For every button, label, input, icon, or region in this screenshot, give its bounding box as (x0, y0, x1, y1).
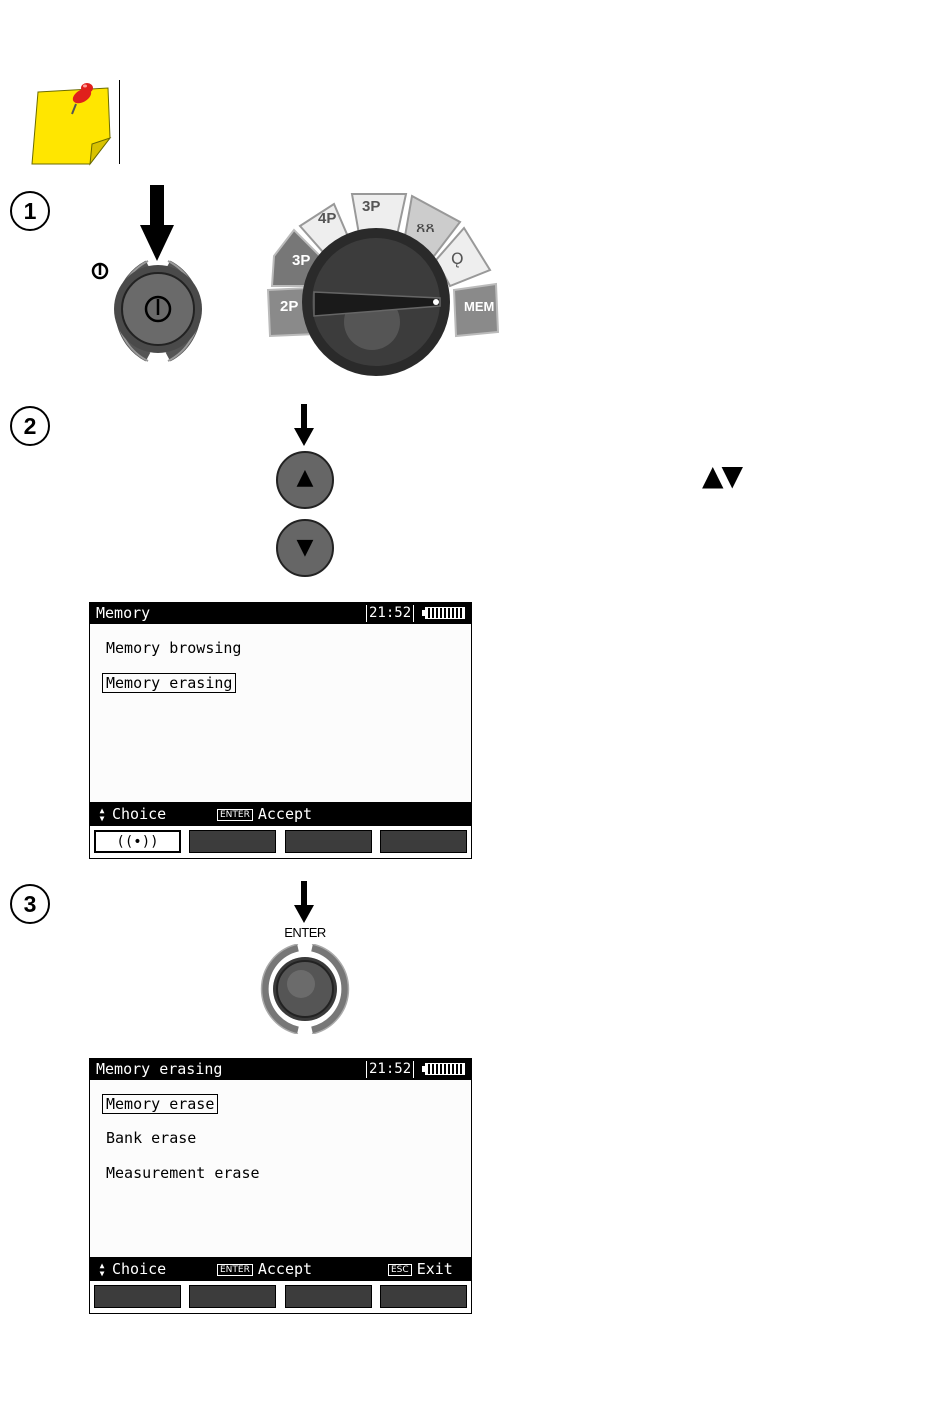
battery-icon (425, 607, 465, 619)
softkey-3[interactable] (285, 1285, 372, 1308)
footer-accept: Accept (257, 1260, 313, 1278)
softkey-1-wireless[interactable] (94, 830, 181, 853)
softkey-2[interactable] (189, 1285, 276, 1308)
battery-icon (425, 1063, 465, 1075)
note-icon (30, 80, 114, 166)
down-key[interactable] (275, 518, 335, 578)
softkey-row (90, 826, 471, 858)
updown-icon: ▲ ▼ (99, 805, 105, 823)
step-1-marker (10, 191, 50, 231)
dial-label-4p: 4P (318, 210, 337, 227)
dial-label-3p-clamp: 3P (362, 198, 381, 215)
lcd-footer (90, 1257, 471, 1282)
footer-accept: Accept (257, 805, 313, 823)
power-button[interactable] (82, 185, 222, 365)
menu-item-bank-erase[interactable]: Bank erase (106, 1129, 197, 1147)
step-2-number: 2 (23, 412, 37, 439)
svg-text:ጸጸ: ጸጸ (416, 217, 435, 236)
updown-icon: ▲ ▼ (99, 1260, 105, 1278)
softkey-4[interactable] (380, 1285, 467, 1308)
menu-item-memory-erasing[interactable]: Memory erasing (102, 673, 236, 693)
svg-text:MEM: MEM (464, 299, 495, 314)
lcd-clock: 21:52 (366, 605, 414, 622)
softkey-4[interactable] (380, 830, 467, 853)
step-3-down-arrow (294, 881, 314, 923)
lcd-screen-memory (89, 602, 472, 859)
lcd-clock: 21:52 (366, 1061, 414, 1078)
up-key[interactable] (275, 450, 335, 510)
softkey-2[interactable] (189, 830, 276, 853)
footer-choice: Choice (112, 1260, 167, 1278)
down-key-glyph: ▼ (296, 535, 314, 560)
lcd-footer (90, 802, 471, 827)
menu-item-measurement-erase[interactable]: Measurement erase (106, 1164, 260, 1182)
esc-key-icon: ESC (388, 1264, 412, 1276)
menu-item-memory-browsing[interactable]: Memory browsing (106, 639, 242, 657)
menu-item-memory-erase[interactable]: Memory erase (102, 1094, 218, 1114)
dial-label-2p: 2P (280, 298, 299, 315)
enter-key-icon: ENTER (217, 1264, 253, 1276)
step-3-number: 3 (23, 890, 37, 917)
wireless-icon: ((•)) (116, 833, 159, 850)
lcd-header (90, 1059, 471, 1080)
lcd-title: Memory erasing (96, 1060, 223, 1078)
softkey-3[interactable] (285, 830, 372, 853)
softkey-row (90, 1281, 471, 1313)
step-2-down-arrow (294, 404, 314, 446)
step-2-marker (10, 406, 50, 446)
svg-text:Ǫ: Ǫ (451, 249, 464, 268)
lcd-title: Memory (96, 604, 151, 622)
step-1-number: 1 (23, 197, 37, 224)
footer-choice: Choice (112, 805, 167, 823)
softkey-1[interactable] (94, 1285, 181, 1308)
note-divider (119, 80, 120, 164)
enter-key-icon: ENTER (217, 809, 253, 821)
lcd-header (90, 603, 471, 624)
rotary-function-dial[interactable] (264, 186, 500, 378)
footer-exit: Exit (416, 1260, 453, 1278)
step-3-marker (10, 884, 50, 924)
lcd-screen-memory-erasing (89, 1058, 472, 1314)
up-key-glyph: ▲ (296, 465, 314, 490)
arrow-keys-icon: ▲▼ (702, 459, 742, 492)
enter-button[interactable] (258, 944, 352, 1034)
dial-label-3p: 3P (292, 252, 311, 269)
enter-button-label: ENTER (284, 925, 326, 940)
